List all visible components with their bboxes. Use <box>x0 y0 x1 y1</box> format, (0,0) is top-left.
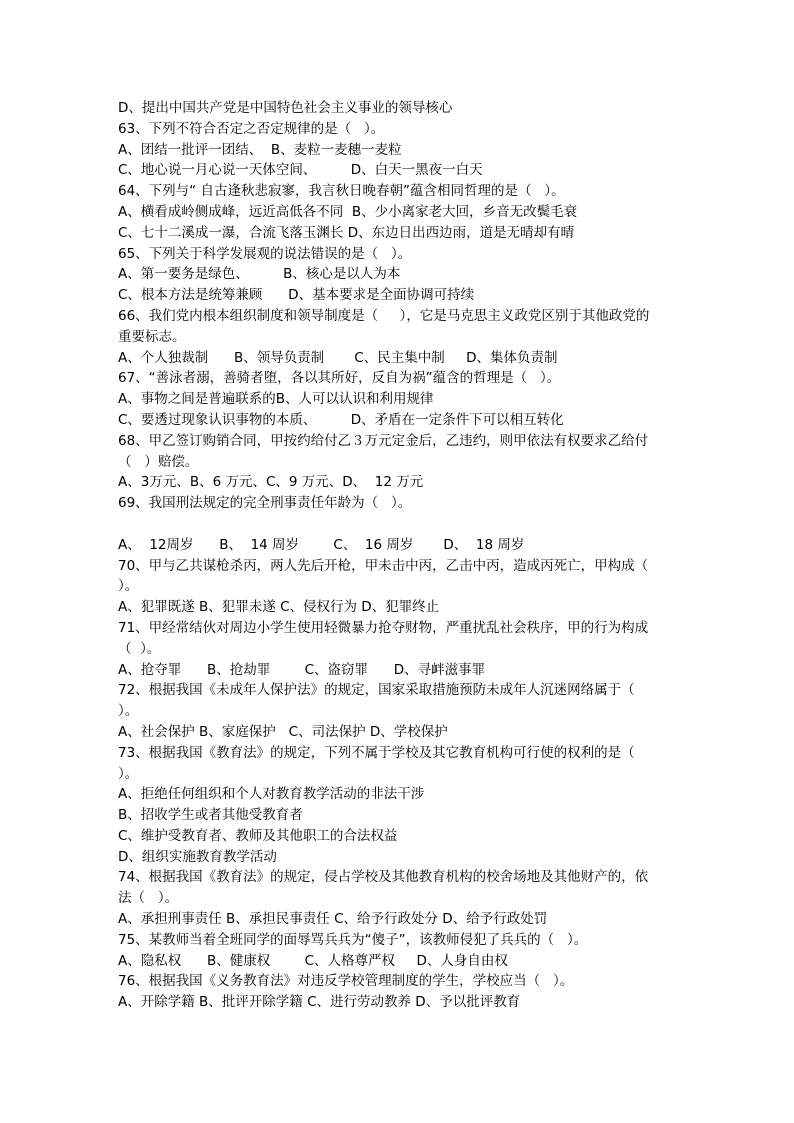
text-line: 66、我们党内根本组织制度和领导制度是（ ），它是马克思主义政党区别于其他政党的 <box>118 307 650 324</box>
text-line: 73、根据我国《教育法》的规定，下列不属于学校及其它教育机构可行使的权利的是（ <box>118 744 635 761</box>
text-line: 67、“善泳者溺，善骑者堕，各以其所好，反自为祸”蕴含的哲理是（ ）。 <box>118 370 561 387</box>
text-line: A、开除学籍 B、批评开除学籍 C、进行劳动教养 D、予以批评教育 <box>118 994 521 1011</box>
text-line: A、隐私权 B、健康权 C、人格尊严权 D、人身自由权 <box>118 952 508 969</box>
document-body <box>118 98 678 1013</box>
text-line: D、组织实施教育教学活动 <box>118 848 277 865</box>
text-line: A、团结一批评一团结、 B、麦粒一麦穗一麦粒 <box>118 141 402 158</box>
blank-line <box>118 514 678 535</box>
text-line: A、社会保护 B、家庭保护 C、司法保护 D、学校保护 <box>118 723 448 740</box>
text-line: 74、根据我国《教育法》的规定，侵占学校及其他教育机构的校舍场地及其他财产的，依 <box>118 869 649 886</box>
text-line: 76、根据我国《义务教育法》对违反学校管理制度的学生，学校应当（ ）。 <box>118 973 574 990</box>
text-line: 72、根据我国《未成年人保护法》的规定，国家采取措施预防未成年人沉迷网络属于（ <box>118 682 635 699</box>
text-line: ）。 <box>118 765 139 782</box>
text-line: ）。 <box>118 578 139 595</box>
text-line: C、根本方法是统筹兼顾 D、基本要求是全面协调可持续 <box>118 287 475 304</box>
text-line: 法（ ）。 <box>118 890 179 907</box>
text-line: 69、我国刑法规定的完全刑事责任年龄为（ ）。 <box>118 495 412 512</box>
text-line: C、维护受教育者、教师及其他职工的合法权益 <box>118 827 398 844</box>
text-line: A、3万元、B、6 万元、C、9 万元、D、 12 万元 <box>118 474 424 491</box>
text-line: 65、下列关于科学发展观的说法错误的是（ ）。 <box>118 245 412 262</box>
text-line: A、第一要务是绿色、 B、核心是以人为本 <box>118 266 401 283</box>
text-line: 71、甲经常结伙对周边小学生使用轻微暴力抢夺财物，严重扰乱社会秩序，甲的行为构成 <box>118 619 649 636</box>
text-line: （ ）。 <box>118 640 161 657</box>
text-line: A、事物之间是普遍联系的B、人可以认识和利用规律 <box>118 391 434 408</box>
text-line: A、横看成岭侧成峰，远近高低各不同 B、少小离家老大回，乡音无改鬓毛衰 <box>118 203 578 220</box>
text-line: C、要透过现象认识事物的本质、 D、矛盾在一定条件下可以相互转化 <box>118 411 564 428</box>
text-line: C、七十二溪成一瀑，合流飞落玉渊长 D、东边日出西边雨，道是无晴却有晴 <box>118 224 575 241</box>
text-line: A、个人独裁制 B、领导负责制 C、民主集中制 D、集体负责制 <box>118 349 558 366</box>
text-line: A、 12周岁 B、 14 周岁 C、 16 周岁 D、 18 周岁 <box>118 536 525 553</box>
text-line: A、抢夺罪 B、抢劫罪 C、盗窃罪 D、寻衅滋事罪 <box>118 661 486 678</box>
text-line: 75、某教师当着全班同学的面辱骂兵兵为“傻子”，该教师侵犯了兵兵的（ ）。 <box>118 931 588 948</box>
text-line: （ ）赔偿。 <box>118 453 199 470</box>
text-line: A、拒绝任何组织和个人对教育教学活动的非法干涉 <box>118 786 425 803</box>
text-line: C、地心说一月心说一天体空间、 D、白天一黑夜一白天 <box>118 162 483 179</box>
text-line: A、承担刑事责任 B、承担民事责任 C、给予行政处分 D、给予行政处罚 <box>118 911 548 928</box>
text-line: 64、下列与“ 自古逢秋悲寂寥，我言秋日晚春朝”蕴含相同哲理的是（ ）。 <box>118 183 565 200</box>
text-line: 68、甲乙签订购销合同，甲按约给付乙３万元定金后，乙违约，则甲依法有权要求乙给付 <box>118 432 649 449</box>
text-line: ）。 <box>118 703 139 720</box>
text-line: D、提出中国共产党是中国特色社会主义事业的领导核心 <box>118 100 453 116</box>
text-line: 63、下列不符合否定之否定规律的是（ ）。 <box>118 120 385 137</box>
text-line: A、犯罪既遂 B、犯罪未遂 C、侵权行为 D、犯罪终止 <box>118 599 440 616</box>
text-line: B、招收学生或者其他受教育者 <box>118 807 303 824</box>
text-line: 70、甲与乙共谋枪杀丙，两人先后开枪，甲未击中丙，乙击中丙，造成丙死亡，甲构成（ <box>118 557 649 574</box>
text-line: 重要标志。 <box>118 328 186 345</box>
